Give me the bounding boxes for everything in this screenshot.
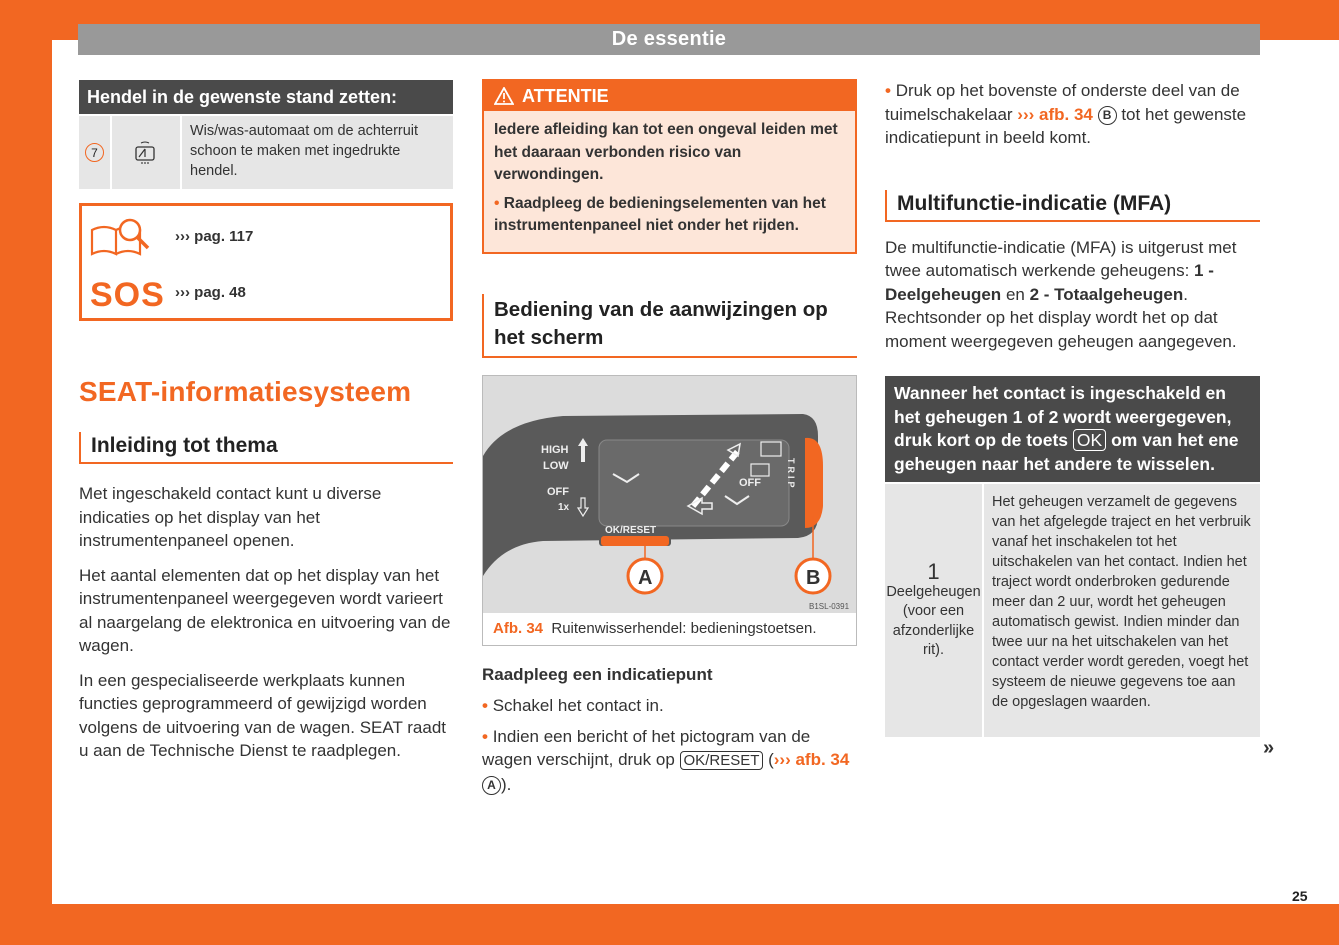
bullet-icon: • [885, 81, 891, 100]
subsection-title: Inleiding tot thema [79, 432, 453, 464]
wiper-lever-drawing [483, 376, 856, 613]
label-high: HIGH [541, 443, 569, 456]
callout-a-label: A [638, 566, 653, 589]
figure-code: B1SL-0391 [809, 601, 850, 611]
conjunction: en [1005, 284, 1025, 304]
intro-text [79, 482, 453, 763]
mfa-header-text: om van het ene geheugen naar het andere te wisselen. [894, 430, 1239, 474]
reference-page-link[interactable]: ››› pag. 117 [175, 228, 254, 245]
figure [482, 375, 857, 646]
subheading: Raadpleeg een indicatiepunt [482, 664, 713, 684]
paragraph: Met ingeschakeld contact kunt u diverse indicaties op het display van het instrumentenpaneel openen. [79, 484, 382, 550]
warning-icon [494, 87, 514, 105]
subsection-title: Multifunctie-indicatie (MFA) [885, 190, 1260, 222]
table-header: Hendel in de gewenste stand zetten: [79, 80, 453, 114]
column-right: • Druk op het bovenste of onderste deel van de tuimelschakelaar ››› afb. 34 B tot het gewenste indicatiepunt in beeld komt. Multifunctie-indicatie (MFA) De multifunctie-indicatie (MFA) is uitgerust met twee automatisch werkende geheugens: 1 - Deelgeheugen en 2 - Totaalgeheugen. Rechtsonder op het display wordt het op dat moment weergegeven geheugen aangegeven. Wanneer het contact is ingeschakeld en het geheugen 1 of 2 wordt weergegeven, druk kort op de toets OK om van het ene geheugen naar het andere te wisselen. 1 Deelgeheugen (voor een afzonderlijke rit). Het geheugen verzamelt de gegevens van het afgelegde traject en het verbruik vanaf het inschakelen tot het uitschakelen van het contact. Indien het traject wordt onderbroken gedurende meer dan 2 uur, wordt het geheugen automatisch gewist. Indien minder dan twee uur na het uitschakelen van het contact verder wordt gereden, voegt het systeem de nieuwe gegevens toe aan de opgeslagen waarden. [885, 79, 1260, 737]
label-trip: TRIP [786, 457, 796, 491]
label-off: OFF [547, 485, 569, 498]
figure-caption-text: Ruitenwisserhendel: bedieningstoetsen. [551, 619, 817, 637]
label-off-rear: OFF [739, 476, 761, 489]
mfa-intro: Rechtsonder op het display wordt het op dat moment weergegeven geheugen aangegeven. [885, 308, 1237, 351]
memory-number: 1 [927, 558, 940, 584]
section-title: SEAT-informatiesysteem [79, 376, 412, 407]
bullet-text: tot het gewenste indicatiepunt in beeld komt. [885, 104, 1247, 147]
sos-label: SOS [90, 276, 165, 314]
page-margin [1288, 40, 1339, 904]
memory-2-label: 2 - Totaalgeheugen [1029, 284, 1184, 304]
bullet-text: Schakel het contact in. [492, 696, 664, 715]
bullet-text: Druk op het bovenste of onderste deel van de tuimelschakelaar [885, 81, 1240, 124]
subsection-title: Bediening van de aanwijzingen op het scherm [482, 294, 857, 358]
book-search-icon [90, 216, 154, 258]
page-header: De essentie [78, 24, 1260, 55]
mfa-intro: De multifunctie-indicatie (MFA) is uitgerust met twee automatisch werkende geheugens: [885, 237, 1237, 280]
memory-description: Het geheugen verzamelt de gegevens van het afgelegde traject en het verbruik vanaf het inschakelen tot het uitschakelen van het contact. Indien het traject wordt onderbroken gedurende meer dan 2 uur, wordt het geheugen automatisch gewist. Indien minder dan twee uur na het uitschakelen van het contact verder wordt gereden, voegt het systeem de nieuwe gegevens toe aan de opgeslagen waarden. [984, 484, 1260, 737]
reference-box [79, 203, 453, 321]
bullet-icon: • [482, 726, 488, 746]
okreset-button [601, 536, 669, 546]
attention-text: Iedere afleiding kan tot een ongeval leiden met het daaraan verbonden risico van verwondingen. [494, 121, 838, 183]
page-number: 25 [1292, 888, 1308, 904]
paragraph: Het aantal elementen dat op het display van het instrumentenpaneel weergegeven wordt varieert al naargelang de elektronica en uitvoering van de wagen. [79, 565, 451, 655]
bullet-icon: • [482, 696, 488, 715]
attention-text: Raadpleeg de bedieningselementen van het instrumentenpaneel niet onder het rijden. [494, 194, 826, 234]
attention-title: ATTENTIE [522, 85, 609, 106]
bullet-text: Indien een bericht of het pictogram van de wagen verschijnt, druk op [482, 726, 811, 769]
memory-label: Deelgeheugen (voor een afzonderlijke rit). [886, 583, 981, 658]
label-low: LOW [543, 459, 569, 472]
table-row [79, 116, 453, 189]
okreset-key: OK/RESET [680, 751, 764, 770]
figure-caption [483, 613, 856, 645]
paragraph: In een gespecialiseerde werkplaats kunnen functies geprogrammeerd of gewijzigd worden volgens de uitvoering van de wagen. SEAT raadt u aan de Technische Dienst te raadplegen. [79, 670, 446, 760]
wiper-lever-illustration [483, 376, 856, 613]
item-number: 7 [85, 143, 104, 162]
callout-b-label: B [806, 566, 821, 589]
row-description: Wis/was-automaat om de achterruit schoon te maken met ingedrukte hendel. [182, 116, 453, 189]
mfa-table-header [885, 376, 1260, 482]
figure-reference-link[interactable]: ››› afb. 34 [1017, 104, 1093, 124]
label-1x: 1x [558, 501, 570, 513]
figure-label: Afb. 34 [493, 619, 544, 637]
ok-key: OK [1073, 429, 1106, 451]
bullet-icon: • [494, 194, 500, 212]
callout-b-ref: B [1098, 106, 1117, 125]
sos-page-link[interactable]: ››› pag. 48 [175, 284, 246, 301]
column-middle: ATTENTIE Iedere afleiding kan tot een ongeval leiden met het daaraan verbonden risico van verwondingen. • Raadpleeg de bedieningselementen van het instrumentenpaneel niet onder het rijden. Bediening van de aanwijzingen op het scherm HIGH LOW OFF 1x OFF TRIP OK/RESET A B B1SL-0391 Afb. 34 Ruitenwisserhendel: bedieningstoetsen. Raadpleeg een indicatiepunt • Schakel het contact in. • Indien een bericht of het pictogram van de wagen verschijnt, druk op OK/RESET (››› afb. 34 A ). [482, 79, 857, 807]
column-left [79, 80, 453, 774]
figure-reference-link[interactable]: ››› afb. 34 [773, 750, 850, 769]
table-row [885, 484, 1260, 737]
rear-wiper-icon [133, 141, 159, 165]
callout-a-ref: A [482, 776, 501, 795]
mfa-header-text: Wanneer het contact is ingeschakeld en het geheugen 1 of 2 wordt weergegeven, druk kort op de toets [894, 383, 1232, 450]
memory-1-label: 1 - Deelgeheugen [885, 261, 1214, 304]
continue-icon: » [1263, 737, 1275, 759]
label-okreset: OK/RESET [605, 524, 657, 536]
attention-box [482, 79, 857, 254]
